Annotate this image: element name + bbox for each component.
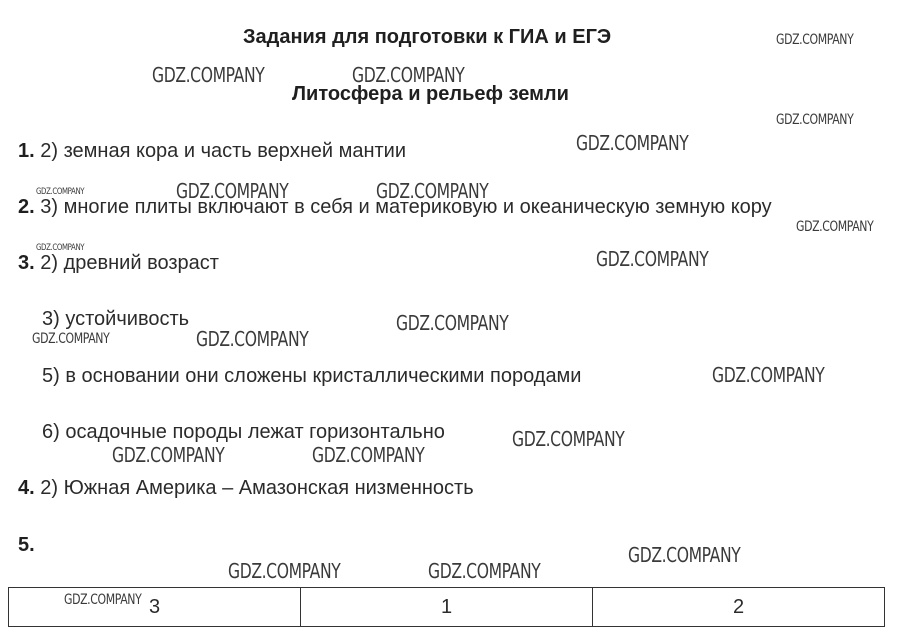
table-cell: 2: [593, 588, 885, 627]
page-heading: Задания для подготовки к ГИА и ЕГЭ: [243, 26, 612, 48]
item-number: 2.: [18, 196, 35, 218]
watermark: GDZ.COMPANY: [396, 311, 509, 335]
watermark: GDZ.COMPANY: [64, 592, 142, 608]
table-cell: 1: [301, 588, 593, 627]
watermark: GDZ.COMPANY: [352, 63, 465, 87]
item-number: 4.: [18, 477, 35, 499]
watermark: GDZ.COMPANY: [32, 331, 110, 347]
watermark: GDZ.COMPANY: [112, 443, 225, 467]
item-text: 5) в основании они сложены кристаллическими породами: [42, 365, 582, 387]
answer-line-3d: [42, 421, 445, 444]
watermark: GDZ.COMPANY: [628, 543, 741, 567]
watermark: GDZ.COMPANY: [596, 247, 709, 271]
watermark: GDZ.COMPANY: [776, 112, 854, 128]
item-text: 2) земная кора и часть верхней мантии: [40, 140, 407, 162]
item-number: 5.: [18, 534, 35, 556]
watermark: GDZ.COMPANY: [312, 443, 425, 467]
answer-line-5: [18, 534, 35, 557]
watermark: GDZ.COMPANY: [512, 427, 625, 451]
answer-line-3c: [42, 365, 581, 388]
answer-line-4: [18, 477, 474, 500]
watermark: GDZ.COMPANY: [152, 63, 265, 87]
watermark: GDZ.COMPANY: [176, 179, 289, 203]
item-number: 3.: [18, 252, 35, 274]
answer-line-1: [18, 140, 406, 163]
watermark: GDZ.COMPANY: [712, 363, 825, 387]
item-text: 3) устойчивость: [42, 308, 190, 330]
item-text: 2) древний возраст: [40, 252, 219, 274]
watermark: GDZ.COMPANY: [776, 32, 854, 48]
answer-line-3: [18, 252, 219, 275]
watermark: GDZ.COMPANY: [196, 327, 309, 351]
watermark: GDZ.COMPANY: [36, 187, 85, 197]
item-text: 6) осадочные породы лежат горизонтально: [42, 421, 445, 443]
watermark: GDZ.COMPANY: [796, 219, 874, 235]
item-number: 1.: [18, 140, 35, 162]
watermark: GDZ.COMPANY: [376, 179, 489, 203]
watermark: GDZ.COMPANY: [228, 559, 341, 583]
item-text: 3) многие плиты включают в себя и материковую и океаническую земную кору: [40, 196, 772, 218]
answer-line-3b: [42, 308, 189, 331]
table-cell: 3: [9, 588, 301, 627]
item-text: 2) Южная Америка – Амазонская низменность: [40, 477, 474, 499]
watermark: GDZ.COMPANY: [428, 559, 541, 583]
watermark: GDZ.COMPANY: [576, 131, 689, 155]
section-heading: Литосфера и рельеф земли: [292, 83, 569, 105]
watermark: GDZ.COMPANY: [36, 243, 85, 253]
